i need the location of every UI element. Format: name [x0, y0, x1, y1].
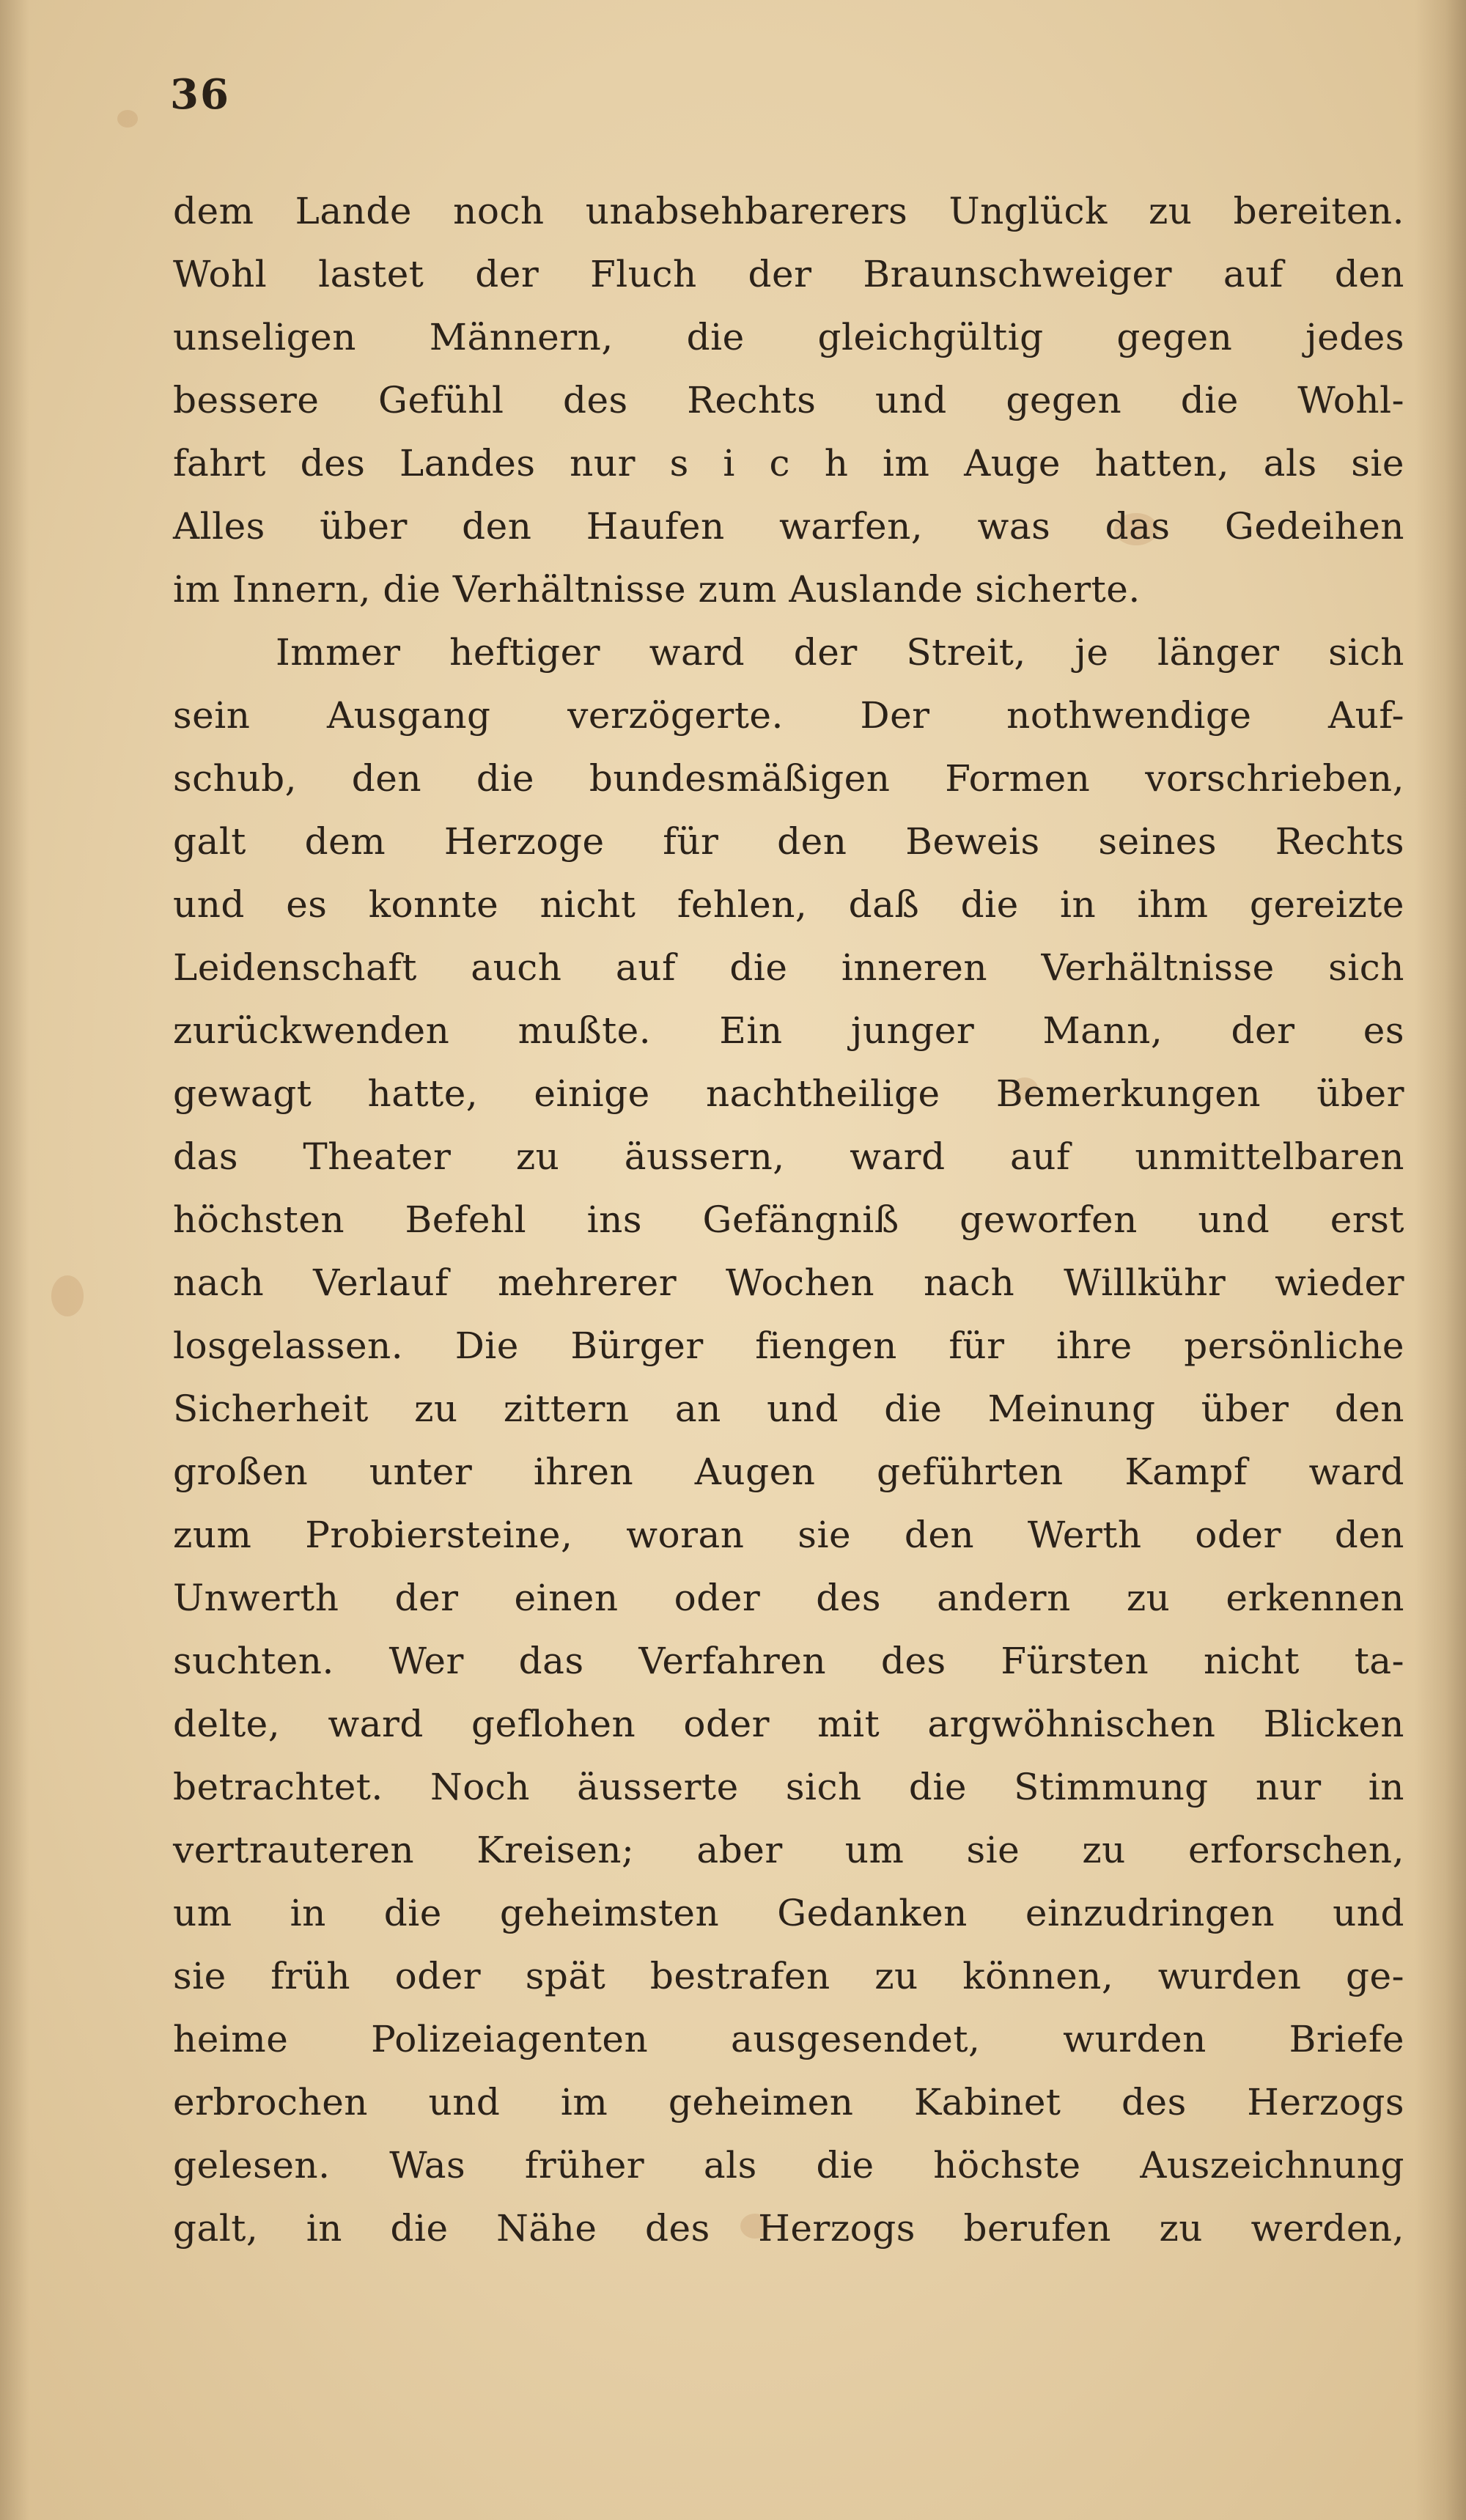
text-line: im Innern, die Verhältnisse zum Auslande sicherte. [173, 568, 1141, 611]
paper-stain [51, 1275, 84, 1316]
text-line: fahrt des Landes nur s i c h im Auge hatten, als sie [173, 442, 1404, 485]
text-line: vertrauteren Kreisen; aber um sie zu erforschen, [173, 1829, 1404, 1871]
page-number: 36 [170, 70, 230, 119]
text-line: zum Probiersteine, woran sie den Werth oder den [173, 1514, 1404, 1556]
text-line: das Theater zu äussern, ward auf unmittelbaren [173, 1135, 1404, 1178]
text-line: Leidenschaft auch auf die inneren Verhältnisse sich [173, 946, 1404, 989]
text-line: höchsten Befehl ins Gefängniß geworfen und erst [173, 1198, 1404, 1241]
text-line: zurückwenden mußte. Ein junger Mann, der es [173, 1009, 1404, 1052]
body-text [173, 180, 1404, 2260]
paper-stain [117, 110, 138, 128]
text-line: gelesen. Was früher als die höchste Auszeichnung [173, 2144, 1404, 2186]
text-line: bessere Gefühl des Rechts und gegen die Wohl- [173, 379, 1404, 421]
text-line: galt, in die Nähe des Herzogs berufen zu werden, [173, 2207, 1404, 2250]
text-line: Unwerth der einen oder des andern zu erkennen [173, 1577, 1404, 1619]
text-line: erbrochen und im geheimen Kabinet des Herzogs [173, 2081, 1404, 2123]
text-line: und es konnte nicht fehlen, daß die in ihm gereizte [173, 883, 1404, 926]
text-line: sie früh oder spät bestrafen zu können, wurden ge- [173, 1955, 1404, 1997]
text-line: nach Verlauf mehrerer Wochen nach Willkühr wieder [173, 1261, 1404, 1304]
text-line: heime Polizeiagenten ausgesendet, wurden Briefe [173, 2018, 1404, 2060]
text-line: schub, den die bundesmäßigen Formen vorschrieben, [173, 757, 1404, 800]
page-shadow-left [0, 0, 29, 2520]
text-line: Sicherheit zu zittern an und die Meinung über den [173, 1388, 1404, 1430]
text-line: delte, ward geflohen oder mit argwöhnischen Blicken [173, 1703, 1404, 1745]
text-line: galt dem Herzoge für den Beweis seines Rechts [173, 820, 1404, 863]
text-line: gewagt hatte, einige nachtheilige Bemerkungen über [173, 1072, 1404, 1115]
text-line: großen unter ihren Augen geführten Kampf ward [173, 1451, 1404, 1493]
text-line: losgelassen. Die Bürger fiengen für ihre persönliche [173, 1325, 1404, 1367]
text-line: dem Lande noch unabsehbarerers Unglück zu bereiten. [173, 190, 1404, 232]
text-line: Immer heftiger ward der Streit, je länger sich [276, 631, 1404, 674]
page-shadow-right [1415, 0, 1466, 2520]
text-line: Alles über den Haufen warfen, was das Gedeihen [173, 505, 1404, 548]
text-line: suchten. Wer das Verfahren des Fürsten nicht ta- [173, 1640, 1404, 1682]
text-line: unseligen Männern, die gleichgültig gegen jedes [173, 316, 1404, 358]
text-line: Wohl lastet der Fluch der Braunschweiger auf den [173, 253, 1404, 295]
text-line: um in die geheimsten Gedanken einzudringen und [173, 1892, 1404, 1934]
text-line: betrachtet. Noch äusserte sich die Stimmung nur in [173, 1766, 1404, 1808]
text-line: sein Ausgang verzögerte. Der nothwendige Auf- [173, 694, 1404, 737]
